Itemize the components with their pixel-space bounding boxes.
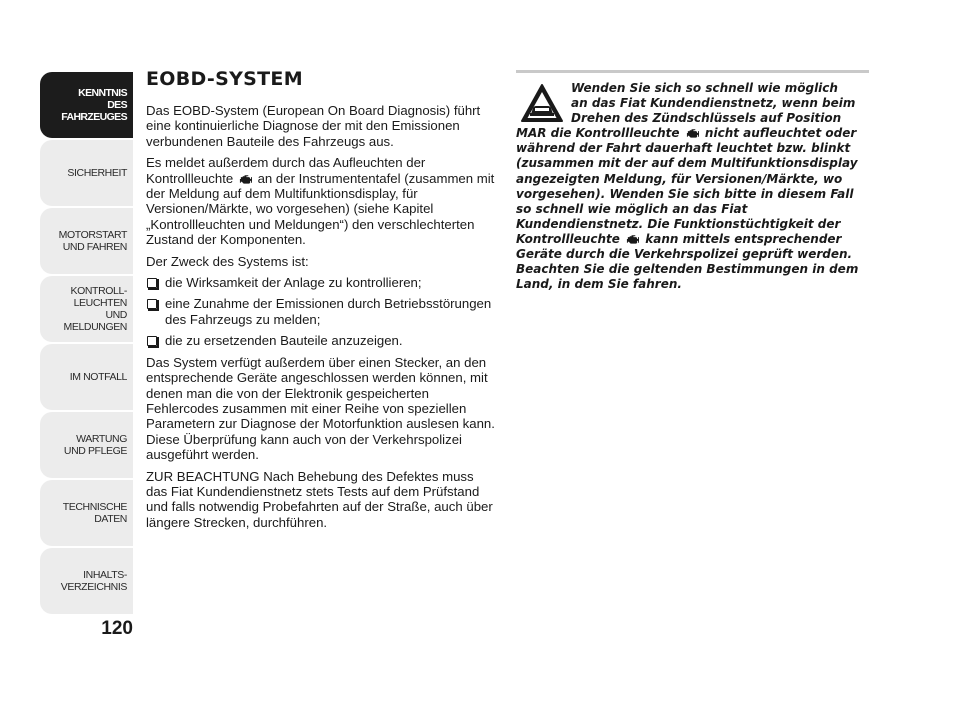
engine-warning-icon [239,174,252,184]
list-item: eine Zunahme der Emissionen durch Betriebsstörungen des Fahrzeugs zu melden; [146,296,496,327]
checkbox-bullet-icon [147,299,157,309]
chapter-tabs [40,72,133,616]
section-title: EOBD-SYSTEM [146,68,303,90]
tab-wartung-und-pflege[interactable]: WARTUNG UND PFLEGE [40,412,133,478]
engine-warning-icon [686,128,699,138]
warning-text [516,81,869,292]
tab-kenntnis-des-fahrzeuges[interactable]: KENNTNIS DES FAHRZEUGES [40,72,133,138]
indicator-text-a: Es meldet außerdem durch das Aufleuchten der Kontrollleuchte [146,155,426,186]
checkbox-bullet-icon [147,278,157,288]
tab-inhaltsverzeichnis[interactable]: INHALTS- VERZEICHNIS [40,548,133,614]
tab-motorstart-und-fahren[interactable]: MOTORSTART UND FAHREN [40,208,133,274]
purpose-label: Der Zweck des Systems ist: [146,253,309,269]
indicator-text-b: an der Instrumententafel (zusammen mit der Meldung auf dem Multifunktionsdisplay, für Versionen/Märkte, wo vorgesehen) (siehe Kapitel „Kontrollleuchten und Meldungen“) den verschlechterten Zustand der Komponenten. [146,170,495,248]
purpose-list [146,275,496,349]
checkbox-bullet-icon [147,336,157,346]
warning-box [516,70,869,292]
warning-line-2: an das Fiat Kundendienstnetz, wenn beim [571,96,856,111]
tab-sicherheit[interactable]: SICHERHEIT [40,140,133,206]
intro-paragraph: Das EOBD-System (European On Board Diagnosis) führt eine kontinuierliche Diagnose der mit den Emissionen verbundenen Bauteile des Fahrzeugs aus. [146,103,481,149]
tab-technische-daten[interactable]: TECHNISCHE DATEN [40,480,133,546]
note-paragraph: ZUR BEACHTUNG Nach Behebung des Defektes muss das Fiat Kundendienstnetz stets Tests auf dem Prüfstand und falls notwendig Probefahrten auf der Straße, auch über längere Strecken, durchführen. [146,468,493,530]
tab-im-notfall[interactable]: IM NOTFALL [40,344,133,410]
indicator-paragraph [146,155,496,247]
page-number: 120 [101,618,133,639]
car-warning-triangle-icon [520,83,564,123]
warning-text-c: kann mittels entsprechender Geräte durch die Verkehrspolizei geprüft werden. Beachten Sie die geltenden Bestimmungen in dem Land, in dem Sie fahren. [516,231,859,292]
warning-line-1: Wenden Sie sich so schnell wie möglich [571,81,838,95]
warning-line-3: Drehen des Zündschlüssels auf Position [571,111,842,126]
connector-paragraph: Das System verfügt außerdem über einen Stecker, an den entsprechende Geräte angeschlossen werden können, mit denen man die von der Elektronik gespeicherten Fehlercodes zusammen mit einer Reihe von speziellen Parametern zur Diagnose der Motorfunktion auslesen kann. Diese Überprüfung kann auch von der Verkehrspolizei ausgeführt werden. [146,354,495,463]
warning-text-a: MAR die Kontrollleuchte [516,126,680,141]
tab-kontrollleuchten-und-meldungen[interactable]: KONTROLL- LEUCHTEN UND MELDUNGEN [40,276,133,342]
main-content [146,68,496,536]
engine-warning-icon [626,234,639,244]
warning-text-b: nicht aufleuchtet oder während der Fahrt dauerhaft leuchtet bzw. blinkt (zusammen mit der auf dem Multifunktionsdisplay angezeigten Meldung, für Versionen/Märkte, wo vorgesehen). Wenden Sie sich bitte in diesem Fall so schnell wie möglich an das Fiat Kundendienstnetz. Die Funktionstüchtigkeit der Kontrollleuchte [516,126,858,246]
list-item: die Wirksamkeit der Anlage zu kontrollieren; [146,275,496,290]
list-item: die zu ersetzenden Bauteile anzuzeigen. [146,333,496,348]
